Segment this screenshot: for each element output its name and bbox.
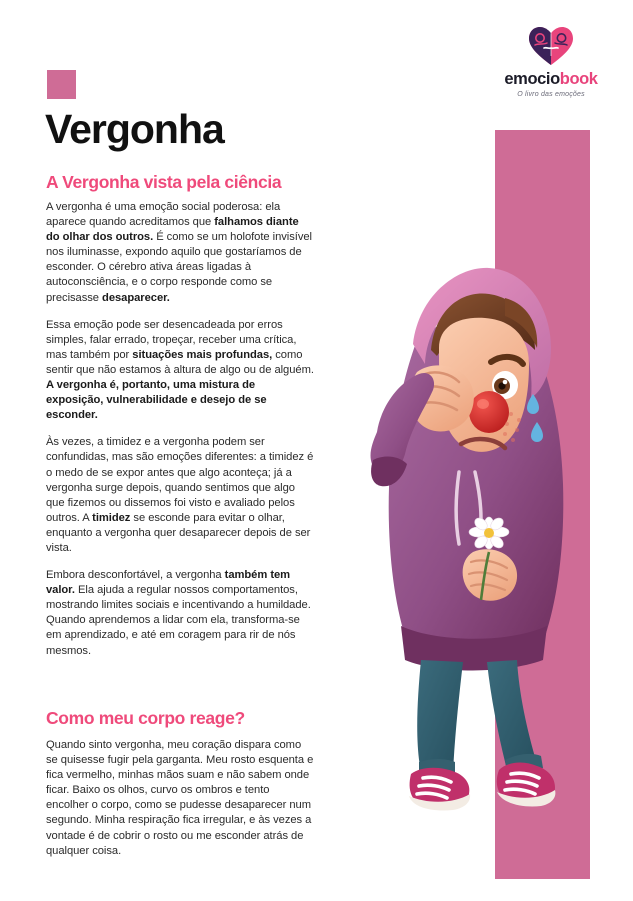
section-heading-body-reaction: Como meu corpo reage?	[46, 708, 245, 728]
paragraph: Quando sinto vergonha, meu coração dispara como se quisesse fugir pela garganta. Meu rosto esquenta e fica vermelho, minhas mãos suam e não sabem onde ficar. Baixo os olhos, curvo os ombros e tento encolher o corpo, como se pudesse desaparecer num segundo. Minha respiração fica irregular, e às vezes a vontade é de cobrir o rosto ou me esconder atrás de qualquer coisa.	[46, 739, 314, 857]
right-leg	[487, 660, 537, 770]
section-heading-science: A Vergonha vista pela ciência	[46, 172, 282, 192]
logo-tagline: O livro das emoções	[517, 90, 585, 98]
page-title: Vergonha	[45, 106, 224, 152]
logo-word-secondary: book	[559, 70, 598, 88]
ashamed-boy-character-illustration	[355, 222, 600, 817]
body-reaction-copy-column	[46, 738, 314, 859]
paragraph: A vergonha é uma emoção social poderosa: ela aparece quando acreditamos que falhamos diante do olhar dos outros. É como se um holofote invisível nos iluminasse, expondo aquilo que gostaríamos de esconder. O cérebro ativa áreas ligadas à autoconsciência, e o corpo responde como se precisasse desaparecer.	[46, 201, 312, 304]
logo-word-primary: emocio	[504, 70, 560, 88]
red-nose	[469, 391, 509, 433]
brand-logo	[491, 26, 611, 98]
paragraph: Essa emoção pode ser desencadeada por erros simples, falar errado, tropeçar, receber uma crítica, mas também por situações mais profundas, como sentir que não estamos à altura de algo ou de alguém. A vergonha é, portanto, uma mistura de exposição, vulnerabilidade e desejo de se esconder.	[46, 318, 314, 422]
paragraph: Às vezes, a timidez e a vergonha podem ser confundidas, mas são emoções diferentes: a timidez é o medo de se expor antes que algo aconteça; já a vergonha surge depois, quando sentimos que algo que fizemos ou dissemos foi visto e avaliado pelos outros. A timidez se esconde para evitar o olhar, enquanto a vergonha quer desaparecer depois de ser vista.	[46, 436, 314, 554]
character-svg	[355, 222, 600, 817]
left-leg	[417, 660, 463, 772]
logo-wordmark	[491, 71, 611, 88]
daisy-flower	[469, 516, 509, 551]
eye-highlight	[503, 380, 508, 385]
heart-brain-icon	[528, 26, 574, 66]
accent-square	[47, 70, 76, 99]
nose-highlight	[477, 399, 489, 409]
science-copy-column	[46, 200, 314, 659]
paragraph: Embora desconfortável, a vergonha também tem valor. Ela ajuda a regular nossos comportamentos, mostrando limites sociais e incentivando a humildade. Quando aprendemos a lidar com ela, transforma-se em aprendizado, e até em coragem para rir de nós mesmos.	[46, 569, 311, 657]
